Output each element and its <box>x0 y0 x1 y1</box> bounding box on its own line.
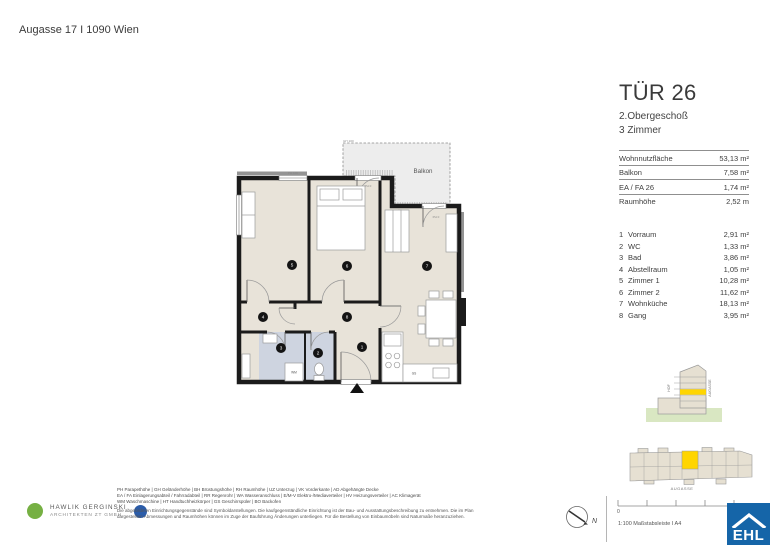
floor-plan <box>237 140 480 396</box>
svg-text:8: 8 <box>345 314 349 320</box>
room-badge-6 <box>342 261 352 271</box>
scale-caption: 1:100 Maßstabsleiste I A4 <box>618 521 682 527</box>
abbreviation-legend <box>117 487 553 521</box>
room-badge-8 <box>342 312 352 322</box>
wall-pier <box>457 298 466 326</box>
wardrobe-room7 <box>385 210 409 252</box>
legend-line-3: WM Waschmaschine | HT Handtuchheizkörper | GS Geschirrspüler | BO Backofen <box>117 499 282 505</box>
balcony-door-label-2: PH 0 <box>432 215 440 219</box>
balcony-label: Balkon <box>413 168 433 175</box>
svg-text:5: 5 <box>290 262 294 268</box>
room-list-item: 3 Bad 3,86 m² <box>619 253 749 262</box>
ehl-wordmark: EHL <box>732 527 765 544</box>
summary-row: Balkon 7,58 m² <box>619 165 749 180</box>
room-badge-7 <box>422 261 432 271</box>
north-arrow-icon <box>564 503 606 533</box>
washer-label: WM <box>291 370 297 375</box>
highlighted-floor <box>680 389 706 394</box>
ehl-roof-icon <box>731 512 767 528</box>
hof-label: HOF <box>667 384 671 392</box>
summary-row: Raumhöhe 2,52 m <box>619 194 749 209</box>
room-badge-3 <box>276 343 286 353</box>
architect-name: HAWLIK GERGINSKI <box>50 504 127 512</box>
room-list-item: 1 Vorraum 2,91 m² <box>619 230 749 239</box>
towel-radiator <box>242 354 250 378</box>
area-summary-table <box>619 150 749 208</box>
room-badge-4 <box>258 312 268 322</box>
window-parapet-label: PH 100 <box>287 171 299 175</box>
bed-room6 <box>317 186 365 250</box>
room-list-item: 8 Gang 3,95 m² <box>619 310 749 320</box>
augasse-elevation-label: AUGASSE <box>708 379 712 397</box>
svg-text:3: 3 <box>279 345 283 351</box>
toilet <box>314 363 324 381</box>
disclaimer-line-1: Die abgebildeten Einrichtungsgegenstände sind Symboldarstellungen. Die kaufgegenständliche Einrichtung ist der Bau- und Ausstattungsbeschreibung zu entnehmen. Die im Plan <box>117 508 474 514</box>
disclaimer-line-2: dargestellten Abmessungen und Raumhöhen können im Zuge der Bauführung Änderungen unterliegen. Für die Bestellung von Einbaumöbeln sind Naturmaße heranzuziehen. <box>117 514 465 520</box>
cabinet-room7 <box>446 214 457 252</box>
site-plan-diagram <box>624 446 760 494</box>
svg-text:7: 7 <box>425 263 429 269</box>
svg-text:4: 4 <box>261 314 265 320</box>
tower <box>680 365 706 408</box>
architect-green-badge-icon <box>27 503 43 519</box>
room-list-item: 5 Zimmer 1 10,28 m² <box>619 276 749 285</box>
legend-line-2: EA / FA Einlagerungsabteil / Fahrradabteil | RR Regenrohr | WA Wasseranschluss | E/M-V Elektro-/Mediaverteiler | HV Heizungsverteiler | AC Klimagerät <box>117 493 421 499</box>
room-badge-1 <box>357 342 367 352</box>
north-label: N <box>592 518 598 525</box>
unit-title: TÜR 26 <box>619 80 697 105</box>
legend-line-1: PH Parapethöhe | GH Geländerhöhe | BH Brüstungshöhe | RH Raumhöhe | UZ Unterzug | VK Vorderkante | AD Abgehängte Decke <box>117 487 379 492</box>
unit-info-panel <box>619 80 749 321</box>
svg-text:6: 6 <box>345 263 349 269</box>
architect-subtitle: ARCHITEKTEN ZT GMBH <box>50 512 122 518</box>
summary-row: Wohnnutzfläche 53,13 m² <box>619 150 749 165</box>
room-list-item: 2 WC 1,33 m² <box>619 241 749 251</box>
room-list-item: 4 Abstellraum 1,05 m² <box>619 264 749 274</box>
unit-room-count: 3 Zimmer <box>619 125 662 136</box>
wardrobe-room5 <box>242 192 255 238</box>
footer-divider <box>606 496 607 542</box>
site-elevation-diagram <box>638 358 760 430</box>
room-list-item: 6 Zimmer 2 11,62 m² <box>619 287 749 297</box>
room-badge-2 <box>313 348 323 358</box>
summary-row: EA / FA 26 1,74 m² <box>619 179 749 194</box>
highlighted-unit <box>682 451 698 469</box>
bath-sink <box>263 334 277 343</box>
railing-height-label: GH 100 <box>343 138 354 143</box>
svg-text:2: 2 <box>316 350 320 356</box>
room-list <box>619 229 749 321</box>
ehl-logo <box>727 503 770 545</box>
room-badge-5 <box>287 260 297 270</box>
augasse-plan-label: AUGASSE <box>670 486 694 491</box>
balcony-door-label-1: PH 0 <box>364 184 372 188</box>
unit-floor: 2.Obergeschoß <box>619 111 688 122</box>
dishwasher-label: GS <box>411 371 417 376</box>
project-address: Augasse 17 I 1090 Wien <box>19 24 139 36</box>
room-list-item: 7 Wohnküche 18,13 m² <box>619 299 749 308</box>
svg-text:1: 1 <box>360 344 364 350</box>
scale-zero-label: 0 <box>617 509 620 515</box>
